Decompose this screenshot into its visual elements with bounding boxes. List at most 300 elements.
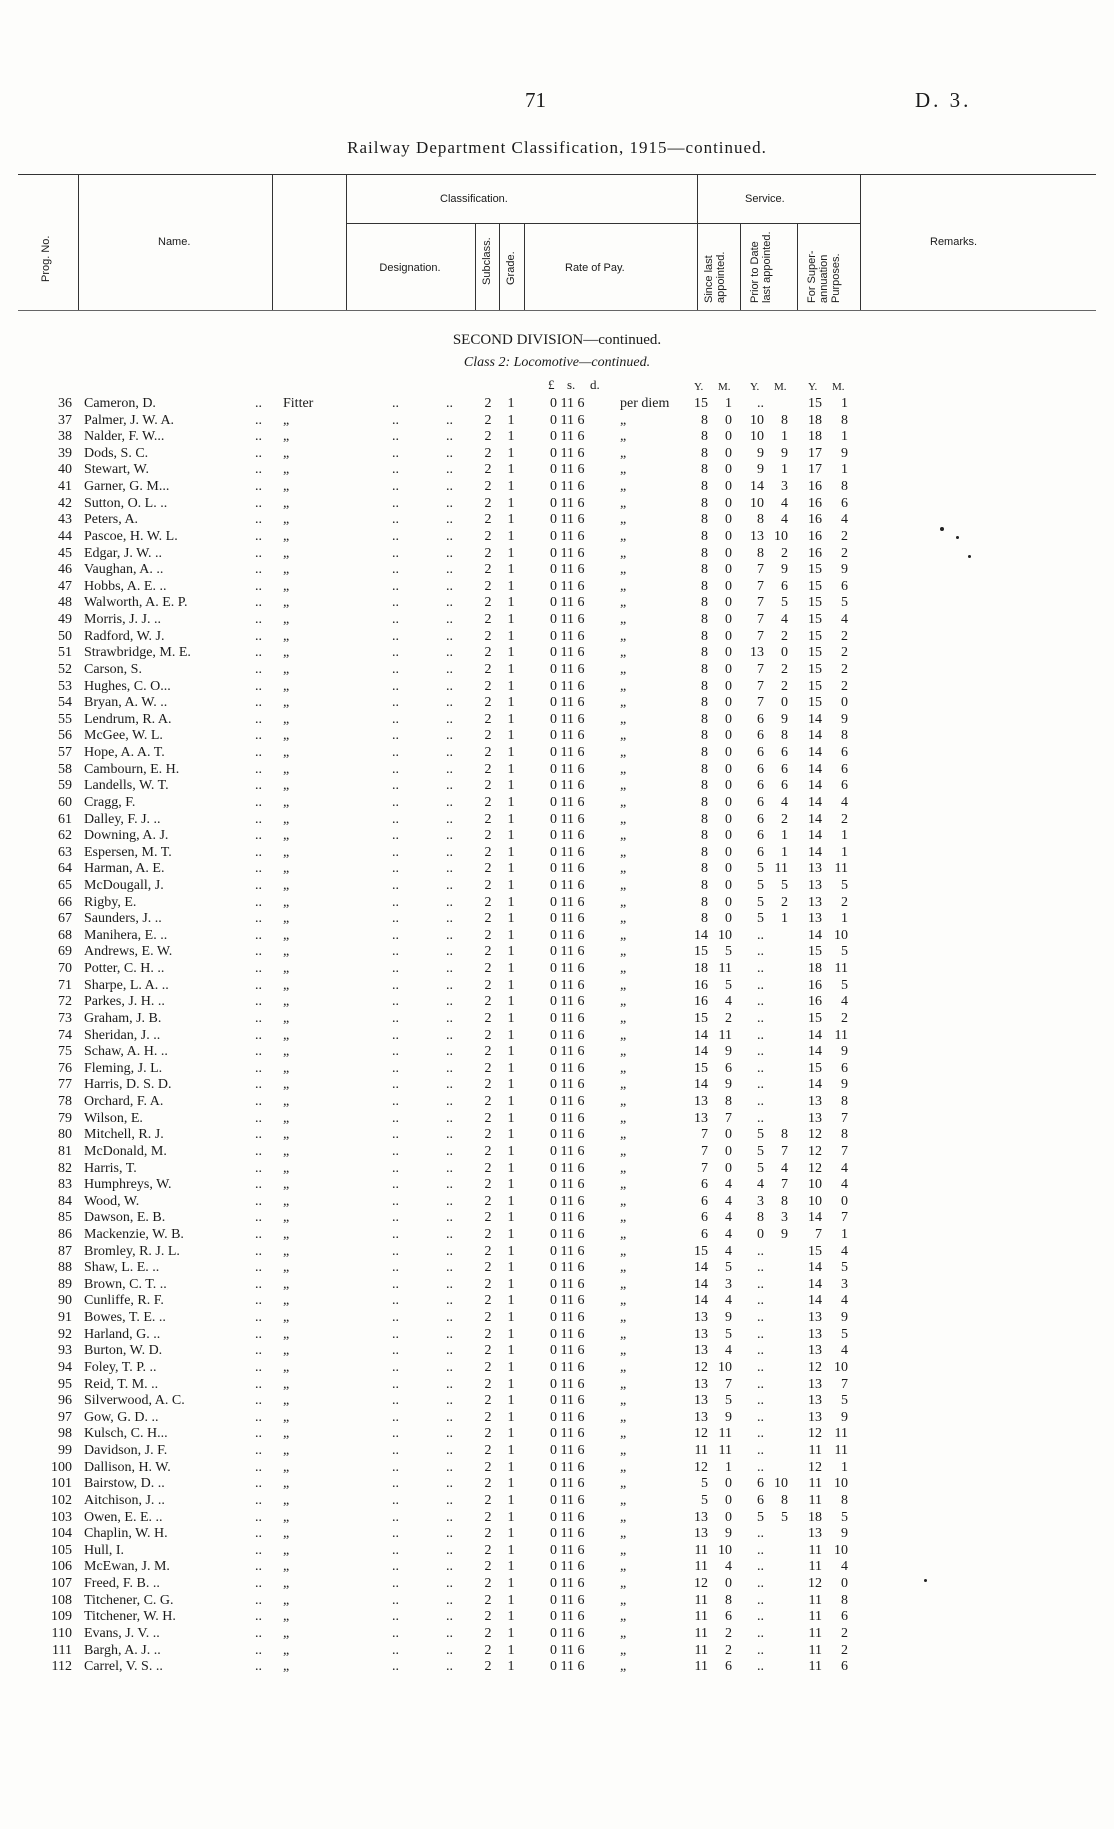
unit-pounds: £ bbox=[548, 377, 555, 392]
cell-grade: 1 bbox=[507, 1260, 515, 1276]
cell-prog-no: 45 bbox=[58, 545, 72, 561]
leader-dots: .. bbox=[446, 479, 453, 495]
cell-since-years: 8 bbox=[701, 462, 708, 478]
leader-dots: .. bbox=[255, 562, 262, 578]
cell-grade: 1 bbox=[507, 1526, 515, 1542]
cell-grade: 1 bbox=[507, 1609, 515, 1625]
leader-dots: .. bbox=[446, 1143, 453, 1159]
leader-dots: .. bbox=[255, 1625, 262, 1641]
leader-dots: .. bbox=[255, 1459, 262, 1475]
cell-prior-years: 6 bbox=[757, 828, 764, 844]
cell-prior-months: 8 bbox=[781, 1492, 788, 1508]
cell-designation: „ bbox=[283, 1426, 290, 1442]
leader-dots: .. bbox=[392, 1227, 399, 1242]
leader-dots: .. bbox=[392, 828, 399, 844]
cell-since-months: 0 bbox=[725, 528, 732, 544]
cell-grade: 1 bbox=[507, 462, 515, 478]
cell-subclass: 2 bbox=[484, 1592, 492, 1608]
cell-since-years: 8 bbox=[701, 861, 708, 877]
leader-dots: .. bbox=[255, 1376, 262, 1392]
cell-subclass: 2 bbox=[484, 1576, 492, 1592]
cell-name: Parkes, J. H. .. bbox=[84, 994, 165, 1010]
cell-prog-no: 49 bbox=[58, 612, 72, 628]
leader-dots: .. bbox=[446, 1293, 453, 1309]
leader-dots: .. bbox=[446, 1559, 453, 1575]
cell-subclass: 2 bbox=[484, 1559, 492, 1575]
cell-prior-years: 9 bbox=[757, 445, 764, 461]
cell-grade: 1 bbox=[507, 545, 515, 561]
cell-name: Evans, J. V. .. bbox=[84, 1625, 160, 1641]
table-row bbox=[0, 828, 1114, 844]
cell-prior-years: .. bbox=[757, 1542, 764, 1558]
cell-super-months: 4 bbox=[841, 1160, 848, 1176]
leader-dots: .. bbox=[446, 794, 453, 810]
cell-rate-of-pay: 0 11 6 bbox=[550, 445, 585, 461]
cell-since-years: 18 bbox=[694, 961, 708, 977]
cell-prior-months: 4 bbox=[781, 794, 788, 810]
cell-since-years: 8 bbox=[701, 412, 708, 428]
cell-prior-months: 3 bbox=[781, 479, 788, 495]
cell-prior-years: 6 bbox=[757, 761, 764, 777]
cell-since-years: 14 bbox=[694, 1027, 708, 1043]
cell-grade: 1 bbox=[507, 1659, 515, 1675]
cell-since-years: 8 bbox=[701, 661, 708, 677]
cell-prior-months: 10 bbox=[774, 528, 788, 544]
leader-dots: .. bbox=[255, 695, 262, 711]
leader-dots: .. bbox=[392, 778, 399, 794]
leader-dots: .. bbox=[392, 894, 399, 910]
col-rule-8 bbox=[740, 223, 741, 310]
cell-super-months: 11 bbox=[834, 861, 848, 877]
cell-pay-period: „ bbox=[620, 1542, 627, 1558]
cell-prog-no: 99 bbox=[58, 1443, 72, 1459]
cell-since-years: 11 bbox=[694, 1592, 708, 1608]
leader-dots: .. bbox=[392, 1359, 399, 1375]
cell-rate-of-pay: 0 11 6 bbox=[550, 745, 585, 761]
cell-since-years: 8 bbox=[701, 711, 708, 727]
cell-since-months: 8 bbox=[725, 1094, 732, 1110]
table-row bbox=[0, 679, 1114, 695]
unit-super-y: Y. bbox=[808, 381, 818, 393]
table-row bbox=[0, 1327, 1114, 1343]
cell-prior-years: .. bbox=[757, 1393, 764, 1409]
cell-subclass: 2 bbox=[484, 645, 492, 661]
leader-dots: .. bbox=[392, 495, 399, 511]
cell-super-years: 12 bbox=[808, 1359, 822, 1375]
cell-rate-of-pay: 0 11 6 bbox=[550, 961, 585, 977]
cell-subclass: 2 bbox=[484, 1393, 492, 1409]
cell-grade: 1 bbox=[507, 445, 515, 461]
table-row bbox=[0, 1609, 1114, 1625]
cell-pay-period: „ bbox=[620, 1625, 627, 1641]
cell-super-years: 14 bbox=[808, 811, 822, 827]
cell-since-years: 8 bbox=[701, 811, 708, 827]
cell-grade: 1 bbox=[507, 1143, 515, 1159]
cell-super-years: 16 bbox=[808, 512, 822, 528]
cell-prior-months: 1 bbox=[781, 911, 788, 927]
cell-since-months: 1 bbox=[725, 1459, 732, 1475]
cell-since-months: 0 bbox=[725, 745, 732, 761]
cell-rate-of-pay: 0 11 6 bbox=[550, 1110, 585, 1126]
cell-prog-no: 64 bbox=[58, 861, 72, 877]
cell-name: Edgar, J. W. .. bbox=[84, 545, 162, 561]
cell-prior-years: .. bbox=[757, 1659, 764, 1675]
cell-since-months: 3 bbox=[725, 1276, 732, 1292]
cell-subclass: 2 bbox=[484, 1127, 492, 1143]
cell-pay-period: „ bbox=[620, 595, 627, 611]
cell-rate-of-pay: 0 11 6 bbox=[550, 528, 585, 544]
leader-dots: .. bbox=[446, 1077, 453, 1093]
cell-since-years: 14 bbox=[694, 927, 708, 943]
leader-dots: .. bbox=[255, 578, 262, 594]
table-row bbox=[0, 1144, 1114, 1160]
cell-super-months: 7 bbox=[841, 1110, 848, 1126]
leader-dots: .. bbox=[255, 911, 262, 927]
cell-super-years: 15 bbox=[808, 1060, 822, 1076]
cell-rate-of-pay: 0 11 6 bbox=[550, 1559, 585, 1575]
leader-dots: .. bbox=[446, 977, 453, 993]
cell-prog-no: 60 bbox=[58, 794, 72, 810]
cell-designation: „ bbox=[283, 894, 290, 910]
cell-prog-no: 56 bbox=[58, 728, 72, 744]
cell-prog-no: 74 bbox=[58, 1027, 72, 1043]
cell-prog-no: 87 bbox=[58, 1243, 72, 1259]
cell-rate-of-pay: 0 11 6 bbox=[550, 1293, 585, 1309]
cell-prior-years: .. bbox=[757, 1559, 764, 1575]
cell-subclass: 2 bbox=[484, 761, 492, 777]
cell-since-years: 13 bbox=[694, 1310, 708, 1326]
cell-since-years: 7 bbox=[701, 1143, 708, 1159]
leader-dots: .. bbox=[255, 828, 262, 844]
cell-subclass: 2 bbox=[484, 661, 492, 677]
cell-rate-of-pay: 0 11 6 bbox=[550, 1160, 585, 1176]
cell-prog-no: 112 bbox=[51, 1659, 72, 1675]
cell-pay-period: „ bbox=[620, 512, 627, 528]
leader-dots: .. bbox=[392, 445, 399, 461]
cell-since-years: 13 bbox=[694, 1343, 708, 1359]
cell-pay-period: „ bbox=[620, 728, 627, 744]
cell-since-years: 14 bbox=[694, 1044, 708, 1060]
cell-since-years: 15 bbox=[694, 1243, 708, 1259]
cell-super-months: 2 bbox=[841, 628, 848, 644]
cell-prog-no: 42 bbox=[58, 495, 72, 511]
cell-since-years: 6 bbox=[701, 1210, 708, 1226]
leader-dots: .. bbox=[446, 1476, 453, 1492]
cell-prog-no: 91 bbox=[58, 1310, 72, 1326]
cell-grade: 1 bbox=[507, 479, 515, 495]
cell-subclass: 2 bbox=[484, 728, 492, 744]
cell-grade: 1 bbox=[507, 1542, 515, 1558]
cell-designation: „ bbox=[283, 944, 290, 960]
cell-prior-years: 5 bbox=[757, 911, 764, 927]
cell-since-years: 13 bbox=[694, 1376, 708, 1392]
cell-grade: 1 bbox=[507, 695, 515, 711]
cell-pay-period: „ bbox=[620, 1127, 627, 1143]
cell-subclass: 2 bbox=[484, 1642, 492, 1658]
cell-super-months: 9 bbox=[841, 445, 848, 461]
cell-rate-of-pay: 0 11 6 bbox=[550, 1609, 585, 1625]
cell-name: Potter, C. H. .. bbox=[84, 961, 165, 977]
cell-since-months: 0 bbox=[725, 429, 732, 445]
cell-rate-of-pay: 0 11 6 bbox=[550, 1476, 585, 1492]
cell-since-years: 6 bbox=[701, 1177, 708, 1193]
leader-dots: .. bbox=[392, 811, 399, 827]
table-row bbox=[0, 1426, 1114, 1442]
cell-subclass: 2 bbox=[484, 794, 492, 810]
cell-designation: „ bbox=[283, 412, 290, 428]
cell-designation: „ bbox=[283, 1193, 290, 1209]
leader-dots: .. bbox=[446, 1426, 453, 1442]
leader-dots: .. bbox=[392, 1476, 399, 1492]
leader-dots: .. bbox=[392, 678, 399, 694]
cell-super-months: 11 bbox=[834, 961, 848, 977]
leader-dots: .. bbox=[255, 1326, 262, 1342]
cell-super-months: 0 bbox=[841, 695, 848, 711]
leader-dots: .. bbox=[446, 1094, 453, 1110]
leader-dots: .. bbox=[392, 994, 399, 1010]
leader-dots: .. bbox=[446, 1509, 453, 1525]
leader-dots: .. bbox=[392, 1459, 399, 1475]
leader-dots: .. bbox=[392, 1243, 399, 1259]
cell-pay-period: „ bbox=[620, 877, 627, 893]
cell-since-years: 8 bbox=[701, 528, 708, 544]
cell-since-months: 0 bbox=[725, 479, 732, 495]
cell-super-years: 14 bbox=[808, 1276, 822, 1292]
cell-designation: „ bbox=[283, 1459, 290, 1475]
cell-designation: „ bbox=[283, 678, 290, 694]
cell-grade: 1 bbox=[507, 1326, 515, 1342]
cell-prior-years: 14 bbox=[750, 479, 764, 495]
cell-rate-of-pay: 0 11 6 bbox=[550, 1027, 585, 1043]
cell-name: Hope, A. A. T. bbox=[84, 745, 165, 761]
cell-prior-years: 8 bbox=[757, 512, 764, 528]
cell-since-years: 11 bbox=[694, 1542, 708, 1558]
leader-dots: .. bbox=[255, 628, 262, 644]
leader-dots: .. bbox=[392, 844, 399, 860]
cell-since-months: 2 bbox=[725, 1642, 732, 1658]
cell-super-years: 16 bbox=[808, 994, 822, 1010]
leader-dots: .. bbox=[392, 728, 399, 744]
leader-dots: .. bbox=[255, 612, 262, 628]
leader-dots: .. bbox=[392, 479, 399, 495]
cell-grade: 1 bbox=[507, 1127, 515, 1143]
leader-dots: .. bbox=[392, 761, 399, 777]
cell-super-years: 14 bbox=[808, 1077, 822, 1093]
cell-since-years: 8 bbox=[701, 894, 708, 910]
cell-designation: „ bbox=[283, 1409, 290, 1425]
cell-prior-months: 9 bbox=[781, 1227, 788, 1242]
cell-super-months: 11 bbox=[834, 1027, 848, 1043]
cell-super-years: 13 bbox=[808, 861, 822, 877]
cell-grade: 1 bbox=[507, 961, 515, 977]
cell-prior-years: 7 bbox=[757, 612, 764, 628]
cell-since-years: 12 bbox=[694, 1459, 708, 1475]
leader-dots: .. bbox=[255, 1659, 262, 1675]
cell-rate-of-pay: 0 11 6 bbox=[550, 578, 585, 594]
cell-prog-no: 88 bbox=[58, 1260, 72, 1276]
cell-prior-months: 0 bbox=[781, 695, 788, 711]
cell-since-months: 0 bbox=[725, 794, 732, 810]
cell-since-months: 6 bbox=[725, 1659, 732, 1675]
cell-super-years: 15 bbox=[808, 645, 822, 661]
table-row bbox=[0, 462, 1114, 478]
table-row bbox=[0, 1227, 1114, 1243]
cell-designation: „ bbox=[283, 545, 290, 561]
cell-since-years: 8 bbox=[701, 512, 708, 528]
cell-prior-years: 5 bbox=[757, 1143, 764, 1159]
cell-pay-period: „ bbox=[620, 1094, 627, 1110]
table-row bbox=[0, 1194, 1114, 1210]
leader-dots: .. bbox=[392, 1625, 399, 1641]
unit-prior-y: Y. bbox=[750, 381, 760, 393]
cell-subclass: 2 bbox=[484, 462, 492, 478]
cell-since-years: 11 bbox=[694, 1642, 708, 1658]
cell-grade: 1 bbox=[507, 877, 515, 893]
leader-dots: .. bbox=[392, 462, 399, 478]
leader-dots: .. bbox=[255, 396, 262, 411]
leader-dots: .. bbox=[446, 1160, 453, 1176]
cell-subclass: 2 bbox=[484, 1376, 492, 1392]
leader-dots: .. bbox=[446, 927, 453, 943]
cell-subclass: 2 bbox=[484, 1459, 492, 1475]
cell-since-months: 0 bbox=[725, 695, 732, 711]
cell-prior-months: 9 bbox=[781, 445, 788, 461]
table-row bbox=[0, 1476, 1114, 1492]
cell-since-months: 9 bbox=[725, 1044, 732, 1060]
cell-prior-months: 8 bbox=[781, 412, 788, 428]
cell-designation: „ bbox=[283, 1526, 290, 1542]
cell-prog-no: 103 bbox=[51, 1509, 72, 1525]
cell-super-years: 15 bbox=[808, 628, 822, 644]
cell-prior-years: 0 bbox=[757, 1227, 764, 1242]
leader-dots: .. bbox=[446, 1492, 453, 1508]
cell-subclass: 2 bbox=[484, 595, 492, 611]
cell-grade: 1 bbox=[507, 1426, 515, 1442]
cell-prior-months: 6 bbox=[781, 761, 788, 777]
leader-dots: .. bbox=[255, 861, 262, 877]
table-row bbox=[0, 1460, 1114, 1476]
cell-since-years: 8 bbox=[701, 794, 708, 810]
cell-grade: 1 bbox=[507, 1276, 515, 1292]
cell-subclass: 2 bbox=[484, 1409, 492, 1425]
cell-since-years: 15 bbox=[694, 1060, 708, 1076]
cell-since-months: 2 bbox=[725, 1010, 732, 1026]
leader-dots: .. bbox=[446, 1443, 453, 1459]
leader-dots: .. bbox=[255, 794, 262, 810]
cell-since-months: 5 bbox=[725, 1326, 732, 1342]
cell-super-years: 11 bbox=[808, 1625, 822, 1641]
cell-prior-years: 5 bbox=[757, 877, 764, 893]
cell-prog-no: 70 bbox=[58, 961, 72, 977]
cell-prior-years: .. bbox=[757, 1326, 764, 1342]
cell-name: Cambourn, E. H. bbox=[84, 761, 180, 777]
leader-dots: .. bbox=[255, 1476, 262, 1492]
cell-since-years: 8 bbox=[701, 429, 708, 445]
cell-name: Morris, J. J. .. bbox=[84, 612, 162, 628]
cell-pay-period: „ bbox=[620, 1310, 627, 1326]
cell-since-months: 0 bbox=[725, 1143, 732, 1159]
cell-pay-period: „ bbox=[620, 528, 627, 544]
cell-subclass: 2 bbox=[484, 1526, 492, 1542]
leader-dots: .. bbox=[392, 1443, 399, 1459]
table-row bbox=[0, 1177, 1114, 1193]
table-row bbox=[0, 994, 1114, 1010]
table-row bbox=[0, 1493, 1114, 1509]
cell-pay-period: „ bbox=[620, 778, 627, 794]
cell-grade: 1 bbox=[507, 595, 515, 611]
cell-since-years: 8 bbox=[701, 761, 708, 777]
cell-subclass: 2 bbox=[484, 479, 492, 495]
cell-since-months: 0 bbox=[725, 1127, 732, 1143]
cell-super-months: 1 bbox=[841, 1459, 848, 1475]
classification-underline bbox=[346, 223, 860, 224]
cell-super-years: 11 bbox=[808, 1559, 822, 1575]
cell-designation: „ bbox=[283, 1609, 290, 1625]
cell-prog-no: 94 bbox=[58, 1359, 72, 1375]
leader-dots: .. bbox=[446, 894, 453, 910]
cell-prog-no: 80 bbox=[58, 1127, 72, 1143]
leader-dots: .. bbox=[255, 1343, 262, 1359]
cell-rate-of-pay: 0 11 6 bbox=[550, 927, 585, 943]
leader-dots: .. bbox=[255, 1276, 262, 1292]
cell-prior-months: 4 bbox=[781, 495, 788, 511]
cell-name: Dallison, H. W. bbox=[84, 1459, 171, 1475]
leader-dots: .. bbox=[446, 462, 453, 478]
cell-rate-of-pay: 0 11 6 bbox=[550, 612, 585, 628]
cell-super-months: 7 bbox=[841, 1210, 848, 1226]
table-row bbox=[0, 728, 1114, 744]
table-row bbox=[0, 1310, 1114, 1326]
cell-since-months: 5 bbox=[725, 977, 732, 993]
leader-dots: .. bbox=[392, 1526, 399, 1542]
cell-pay-period: „ bbox=[620, 927, 627, 943]
cell-super-months: 2 bbox=[841, 528, 848, 544]
cell-prior-months: 8 bbox=[781, 1127, 788, 1143]
cell-name: Davidson, J. F. bbox=[84, 1443, 168, 1459]
cell-super-months: 2 bbox=[841, 645, 848, 661]
cell-subclass: 2 bbox=[484, 1343, 492, 1359]
cell-super-years: 16 bbox=[808, 977, 822, 993]
leader-dots: .. bbox=[446, 994, 453, 1010]
cell-subclass: 2 bbox=[484, 545, 492, 561]
cell-subclass: 2 bbox=[484, 1310, 492, 1326]
cell-rate-of-pay: 0 11 6 bbox=[550, 794, 585, 810]
cell-rate-of-pay: 0 11 6 bbox=[550, 1310, 585, 1326]
leader-dots: .. bbox=[446, 1227, 453, 1242]
cell-subclass: 2 bbox=[484, 678, 492, 694]
cell-since-months: 5 bbox=[725, 944, 732, 960]
cell-grade: 1 bbox=[507, 944, 515, 960]
cell-prog-no: 61 bbox=[58, 811, 72, 827]
leader-dots: .. bbox=[392, 1542, 399, 1558]
cell-since-years: 11 bbox=[694, 1659, 708, 1675]
cell-since-years: 8 bbox=[701, 911, 708, 927]
cell-since-years: 8 bbox=[701, 778, 708, 794]
cell-prior-years: .. bbox=[757, 1044, 764, 1060]
table-row bbox=[0, 496, 1114, 512]
cell-prior-months: 10 bbox=[774, 1476, 788, 1492]
col-rule-7 bbox=[697, 174, 698, 310]
leader-dots: .. bbox=[446, 562, 453, 578]
cell-since-years: 8 bbox=[701, 595, 708, 611]
cell-super-years: 11 bbox=[808, 1642, 822, 1658]
cell-designation: „ bbox=[283, 1010, 290, 1026]
cell-pay-period: „ bbox=[620, 412, 627, 428]
cell-super-months: 8 bbox=[841, 1094, 848, 1110]
cell-since-months: 0 bbox=[725, 894, 732, 910]
cell-prog-no: 71 bbox=[58, 977, 72, 993]
cell-super-months: 4 bbox=[841, 512, 848, 528]
